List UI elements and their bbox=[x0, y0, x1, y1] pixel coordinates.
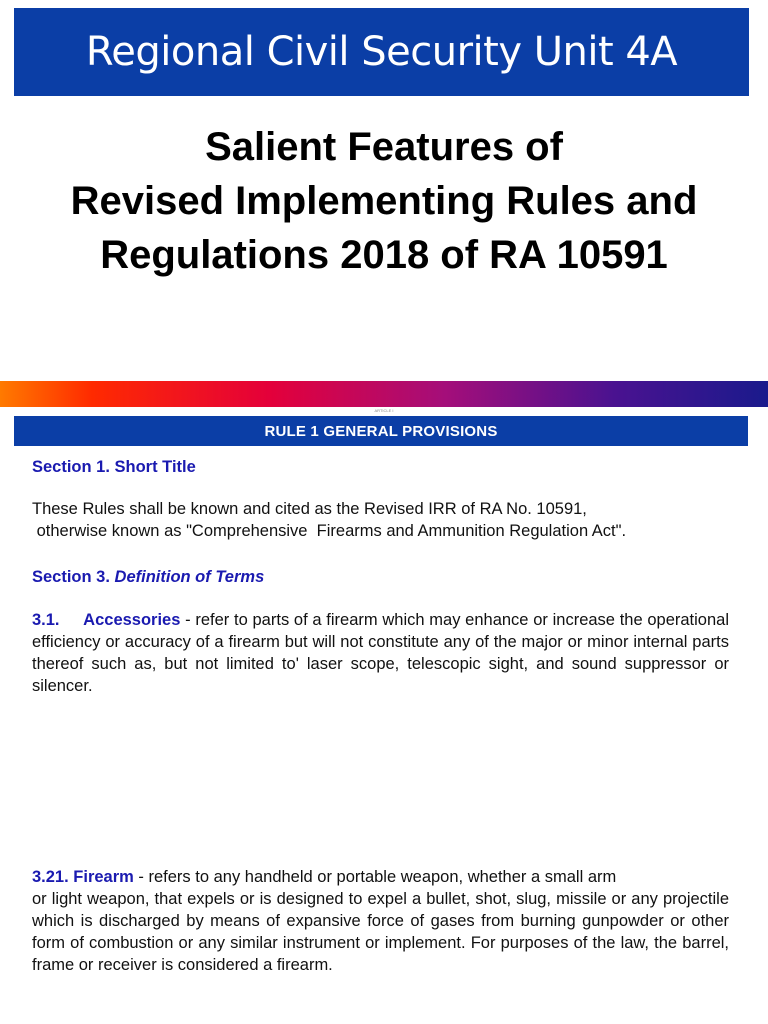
page-title-line-3: Regulations 2018 of RA 10591 bbox=[100, 233, 668, 277]
definition-3-21-number: 3.21. bbox=[32, 868, 69, 886]
definition-3-21-term: Firearm bbox=[73, 868, 134, 886]
strip-caption: ARTICLE I bbox=[374, 408, 394, 413]
section-1-text bbox=[32, 498, 626, 542]
section-1-heading: Section 1. Short Title bbox=[32, 458, 196, 476]
definition-3-1-term: Accessories bbox=[83, 611, 181, 629]
page-title-line-1: Salient Features of bbox=[205, 125, 563, 169]
definition-3-21-text: or light weapon, that expels or is designed to expel a bullet, shot, slug, missile or any projectile which is discharged by means of expansive force of gases from burning gunpowder or other form of combustion or any similar instrument or implement. For purposes of the law, the barrel, frame or receiver is considered a firearm. bbox=[32, 890, 729, 974]
rule-banner bbox=[14, 416, 748, 446]
section-1-line-1: These Rules shall be known and cited as the Revised IRR of RA No. 10591, bbox=[32, 500, 587, 518]
definition-3-1-text: - refer to parts of a firearm which may enhance or increase the operational efficiency or accuracy of a firearm but will not constitute any of the major or minor internal parts thereof such as, but not limited to' laser scope, telescopic sight, and sound suppressor or silencer. bbox=[32, 611, 730, 695]
page-title bbox=[0, 120, 768, 282]
definition-3-21 bbox=[32, 866, 729, 976]
page-title-line-2: Revised Implementing Rules and bbox=[70, 179, 698, 223]
unit-title-banner bbox=[14, 8, 749, 96]
definition-3-21-first-line bbox=[32, 866, 729, 888]
section-3-heading-italic: Definition of Terms bbox=[114, 568, 265, 586]
rule-banner-label: RULE 1 GENERAL PROVISIONS bbox=[264, 422, 498, 440]
section-3-heading bbox=[32, 566, 264, 588]
definition-3-1-number: 3.1. bbox=[32, 611, 60, 629]
section-3-heading-prefix: Section 3. bbox=[32, 568, 115, 586]
decorative-gradient-strip bbox=[0, 381, 768, 407]
section-1-line-2: otherwise known as "Comprehensive Firearms and Ammunition Regulation Act". bbox=[32, 522, 627, 540]
definition-3-21-first-line-rest: - refers to any handheld or portable weapon, whether a small arm bbox=[133, 868, 617, 886]
definition-3-1 bbox=[32, 609, 729, 697]
unit-title: Regional Civil Security Unit 4A bbox=[85, 29, 678, 75]
